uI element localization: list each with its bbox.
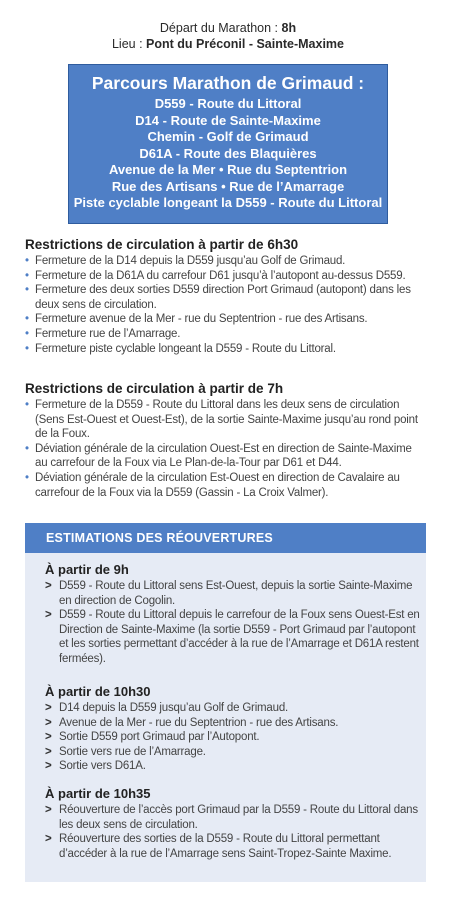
parcours-box [68, 64, 388, 224]
parcours-title: Parcours Marathon de Grimaud : [91, 73, 365, 93]
chevron-right-icon: > [45, 731, 52, 744]
chevron-right-icon: > [45, 716, 52, 729]
chevron-right-icon: > [45, 745, 52, 758]
list-item: > Sortie D559 port Grimaud par l’Autopont. [45, 731, 260, 744]
list-item: • Fermeture rue de l’Amarrage. [25, 327, 181, 340]
group-title: À partir de 9h [45, 562, 129, 577]
list-item: > D559 - Route du Littoral sens Est-Ouest, depuis la sortie Sainte-Maxime en direction de Cogolin. [45, 580, 413, 607]
start-line: Départ du Marathon : 8h [159, 21, 297, 35]
chevron-right-icon: > [45, 702, 52, 714]
restrictions-7h-section [25, 380, 425, 500]
estimation-group-10h35 [45, 786, 420, 861]
bullet-icon: • [25, 471, 29, 484]
list-item: > Réouverture des sorties de la D559 - Route du Littoral permettant d’accéder à la rue de l’Amarrage sens Saint-Tropez-Sainte Maxime. [45, 833, 392, 860]
list-item: > Sortie vers D61A. [45, 760, 146, 773]
route-item: Avenue de la Mer • Rue du Septentrion [108, 162, 348, 177]
restrictions-6h30-section [25, 236, 425, 356]
bullet-icon: • [25, 342, 29, 355]
estimations-title: ESTIMATIONS DES RÉOUVERTURES [25, 523, 426, 553]
bullet-icon: • [25, 442, 29, 455]
location-line: Lieu : Pont du Préconil - Sainte-Maxime [111, 37, 344, 51]
list-item: • Fermeture avenue de la Mer - rue du Septentrion - rue des Artisans. [25, 313, 368, 326]
route-item: Piste cyclable longeant la D559 - Route du Littoral [73, 195, 383, 210]
chevron-right-icon: > [45, 609, 52, 622]
section-title: Restrictions de circulation à partir de 7h [25, 381, 284, 396]
bullet-icon: • [25, 399, 29, 411]
list-item: • Fermeture de la D61A du carrefour D61 jusqu’à l’autopont au-dessus D559. [25, 269, 406, 282]
list-item: • Fermeture de la D559 - Route du Littoral dans les deux sens de circulation (Sens Est-Ouest et Ouest-Est), de la sortie Sainte-Maxime jusqu’au rond point de la Foux. [25, 399, 418, 441]
chevron-right-icon: > [45, 833, 52, 846]
header [0, 20, 456, 52]
estimation-group-10h30 [45, 684, 420, 774]
bullet-icon: • [25, 313, 29, 326]
list-item: > Avenue de la Mer - rue du Septentrion - rue des Artisans. [45, 716, 339, 729]
list-item: • Fermeture piste cyclable longeant la D559 - Route du Littoral. [25, 342, 336, 355]
list-item: • Fermeture de la D14 depuis la D559 jusqu’au Golf de Grimaud. [25, 255, 346, 267]
route-item: Chemin - Golf de Grimaud [147, 129, 309, 144]
list-item: • Déviation générale de la circulation Ouest-Est en direction de Sainte-Maxime au carrefour de la Foux via Le Plan-de-la-Tour par D61 et D44. [25, 442, 412, 470]
list-item: > Sortie vers rue de l’Amarrage. [45, 745, 206, 758]
list-item: > D14 depuis la D559 jusqu’au Golf de Grimaud. [45, 702, 289, 714]
route-item: D61A - Route des Blaquières [139, 145, 317, 161]
route-item: D559 - Route du Littoral [154, 96, 302, 111]
bullet-icon: • [25, 255, 29, 267]
group-title: À partir de 10h35 [45, 786, 151, 801]
bullet-icon: • [25, 284, 29, 297]
list-item: > Réouverture de l’accès port Grimaud par la D559 - Route du Littoral dans les deux sens de circulation. [45, 804, 418, 831]
estimation-group-9h [45, 562, 420, 667]
chevron-right-icon: > [45, 580, 52, 592]
list-item: • Fermeture des deux sorties D559 direction Port Grimaud (autopont) dans les deux sens de circulation. [25, 284, 411, 311]
bullet-icon: • [25, 327, 29, 340]
chevron-right-icon: > [45, 760, 52, 773]
group-title: À partir de 10h30 [45, 684, 151, 699]
route-item: D14 - Route de Sainte-Maxime [135, 112, 321, 128]
section-title: Restrictions de circulation à partir de 6h30 [25, 237, 299, 252]
route-item: Rue des Artisans • Rue de l’Amarrage [111, 178, 345, 194]
list-item: • Déviation générale de la circulation Est-Ouest en direction de Cavalaire au carrefour de la Foux via la D559 (Gassin - La Croix Valmer). [25, 471, 400, 499]
bullet-icon: • [25, 269, 29, 282]
chevron-right-icon: > [45, 804, 52, 816]
list-item: > D559 - Route du Littoral depuis le carrefour de la Foux sens Ouest-Est en Direction de Sainte-Maxime (la sortie D559 - Port Grimaud par l’autopont et les sorties permettant d’accéder à la rue de l’Amarrage et D61A restent fermées). [45, 609, 420, 665]
